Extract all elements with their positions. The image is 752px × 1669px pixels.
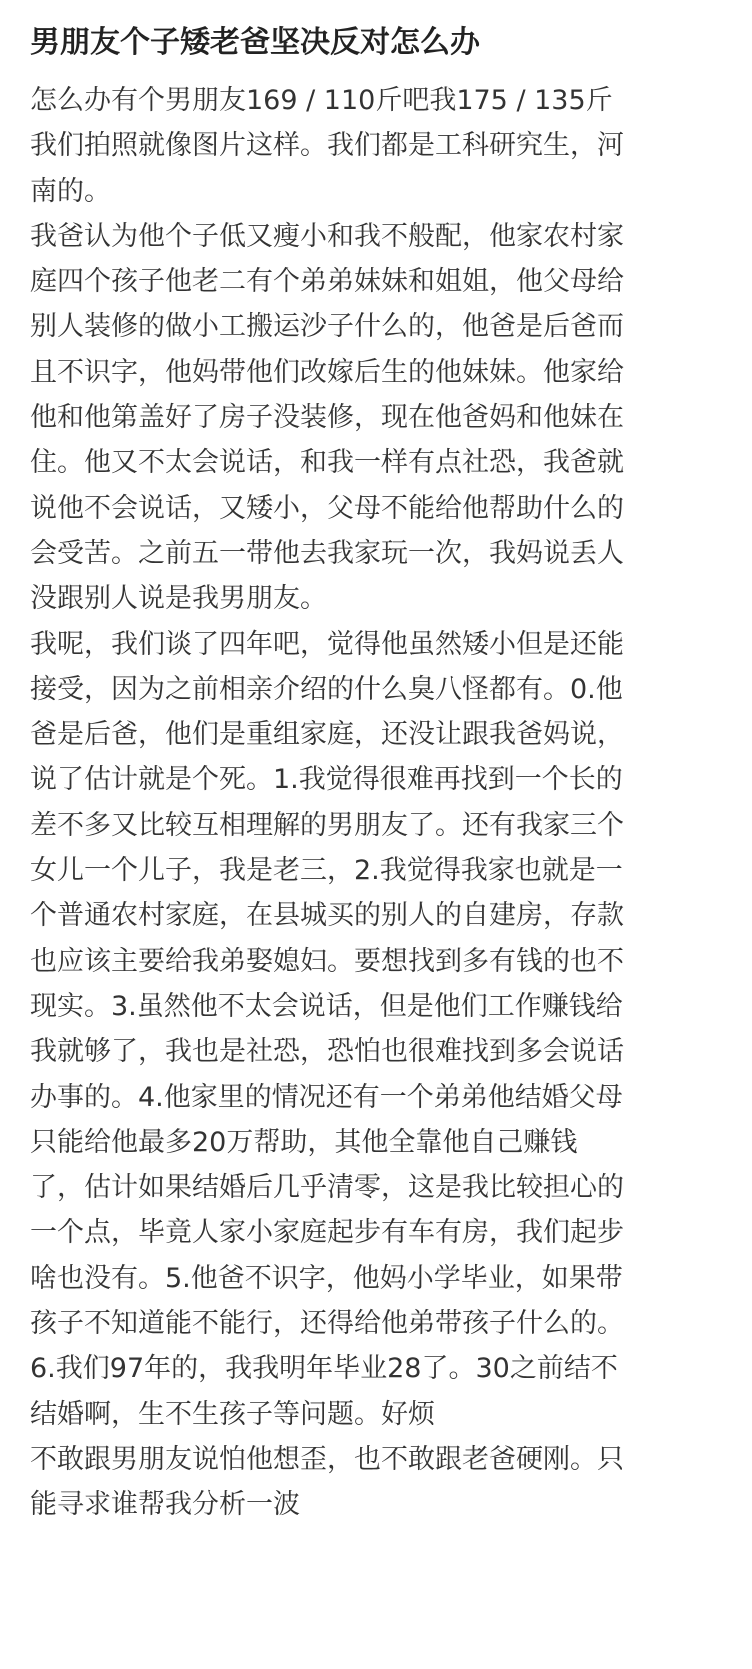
- post-line: 孩子不知道能不能行，还得给他弟带孩子什么的。: [30, 1308, 624, 1340]
- post-line: 且不识字，他妈带他们改嫁后生的他妹妹。他家给: [30, 356, 624, 388]
- post: [30, 0, 730, 1528]
- post-line: 我呢，我们谈了四年吧，觉得他虽然矮小但是还能: [30, 628, 624, 660]
- post-line: 没跟别人说是我男朋友。: [30, 583, 327, 615]
- post-line: 女儿一个儿子，我是老三，2.我觉得我家也就是一: [30, 855, 623, 887]
- post-body: [30, 78, 730, 1528]
- post-line: 也应该主要给我弟娶媳妇。要想找到多有钱的也不: [30, 945, 624, 977]
- post-line: 差不多又比较互相理解的男朋友了。还有我家三个: [30, 809, 624, 841]
- post-line: 我爸认为他个子低又瘦小和我不般配，他家农村家: [30, 220, 624, 252]
- post-line: 不敢跟男朋友说怕他想歪，也不敢跟老爸硬刚。只: [30, 1443, 624, 1475]
- post-line: 能寻求谁帮我分析一波: [30, 1489, 300, 1521]
- post-line: 现实。3.虽然他不太会说话，但是他们工作赚钱给: [30, 990, 623, 1022]
- post-line: 他和他第盖好了房子没装修，现在他爸妈和他妹在: [30, 402, 624, 434]
- post-line: 会受苦。之前五一带他去我家玩一次，我妈说丢人: [30, 537, 624, 569]
- post-line: 我们拍照就像图片这样。我们都是工科研究生，河: [30, 130, 624, 162]
- post-line: 个普通农村家庭，在县城买的别人的自建房，存款: [30, 900, 624, 932]
- post-line: 6.我们97年的，我我明年毕业28了。30之前结不: [30, 1353, 618, 1385]
- post-line: 爸是后爸，他们是重组家庭，还没让跟我爸妈说，: [30, 719, 624, 751]
- post-line: 庭四个孩子他老二有个弟弟妹妹和姐姐，他父母给: [30, 266, 624, 298]
- post-title: 男朋友个子矮老爸坚决反对怎么办: [30, 25, 480, 60]
- post-line: 说他不会说话，又矮小，父母不能给他帮助什么的: [30, 492, 624, 524]
- post-line: 怎么办有个男朋友169 / 110斤吧我175 / 135斤: [30, 85, 613, 116]
- post-line: 南的。: [30, 175, 111, 207]
- post-line: 住。他又不太会说话，和我一样有点社恐，我爸就: [30, 447, 624, 479]
- post-line: 接受，因为之前相亲介绍的什么臭八怪都有。0.他: [30, 673, 623, 705]
- post-line: 别人装修的做小工搬运沙子什么的，他爸是后爸而: [30, 311, 624, 343]
- post-line: 啥也没有。5.他爸不识字，他妈小学毕业，如果带: [30, 1262, 623, 1294]
- post-line: 说了估计就是个死。1.我觉得很难再找到一个长的: [30, 764, 623, 796]
- post-line: 结婚啊，生不生孩子等问题。好烦: [30, 1398, 435, 1430]
- post-line: 一个点，毕竟人家小家庭起步有车有房，我们起步: [30, 1217, 624, 1249]
- post-line: 我就够了，我也是社恐，恐怕也很难找到多会说话: [30, 1036, 624, 1068]
- post-line: 办事的。4.他家里的情况还有一个弟弟他结婚父母: [30, 1081, 623, 1113]
- post-line: 只能给他最多20万帮助，其他全靠他自己赚钱: [30, 1126, 578, 1158]
- post-line: 了，估计如果结婚后几乎清零，这是我比较担心的: [30, 1172, 624, 1204]
